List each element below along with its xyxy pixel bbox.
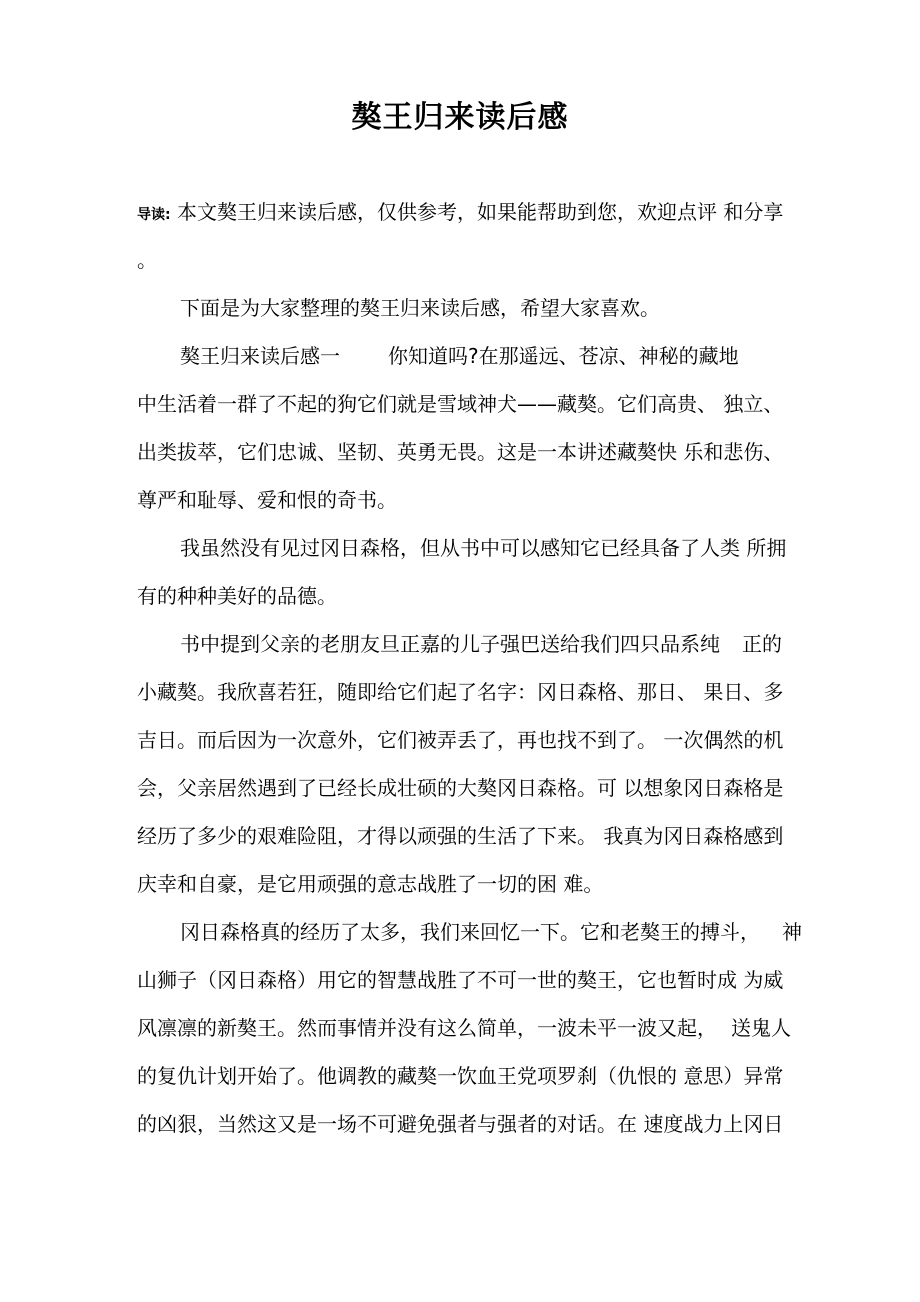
- paragraph-5-line-3: [137, 1014, 791, 1042]
- paragraph-2-line-3: 出类拔萃，它们忠诚、坚韧、英勇无畏。这是一本讲述藏獒快 乐和悲伤、: [137, 440, 784, 464]
- paragraph-4-line-4: 会，父亲居然遇到了已经长成壮硕的大獒冈日森格。可 以想象冈日森格是: [137, 776, 784, 800]
- paragraph-5-line-1: [180, 918, 802, 946]
- paragraph-2-line-4: 尊严和耻辱、爱和恨的奇书。: [137, 488, 397, 512]
- paragraph-5-line-4: 的复仇计划开始了。他调教的藏獒一饮血王党项罗刹（仇恨的 意思）异常: [137, 1064, 784, 1088]
- paragraph-4-line-5: 经历了多少的艰难险阻，才得以顽强的生活了下来。 我真为冈日森格感到: [137, 824, 784, 848]
- page-title: 獒王归来读后感: [351, 100, 569, 135]
- paragraph-5-line-2: 山狮子（冈日森格）用它的智慧战胜了不可一世的獒王，它也暂时成 为威: [137, 968, 784, 992]
- paragraph-4-text-b: 正的: [742, 632, 782, 656]
- section-heading: 獒王归来读后感一: [180, 344, 340, 368]
- paragraph-4-line-3: 吉日。而后因为一次意外，它们被弄丢了，再也找不到了。 一次偶然的机: [137, 728, 784, 752]
- lead-line-2: 。: [137, 248, 157, 272]
- paragraph-5-line-5: 的凶狠，当然这又是一场不可避免强者与强者的对话。在 速度战力上冈日: [137, 1112, 784, 1136]
- paragraph-2-line-1: [180, 342, 739, 370]
- paragraph-4-text-a: 书中提到父亲的老朋友旦正嘉的儿子强巴送给我们四只品系纯: [180, 632, 720, 656]
- paragraph-5-text-c: 风凛凛的新獒王。然而事情并没有这么简单，一波未平一波又起，: [137, 1016, 717, 1040]
- paragraph-3-line-1: 我虽然没有见过冈日森格，但从书中可以感知它已经具备了人类 所拥: [180, 536, 787, 560]
- paragraph-5-text-d: 送鬼人: [731, 1016, 791, 1040]
- lead-line-1: [137, 198, 783, 229]
- paragraph-4-line-2: 小藏獒。我欣喜若狂，随即给它们起了名字：冈日森格、那日、 果日、多: [137, 680, 784, 704]
- lead-text: 本文獒王归来读后感，仅供参考，如果能帮助到您，欢迎点评 和分享: [176, 200, 784, 224]
- paragraph-5-text-b: 神: [782, 920, 802, 944]
- lead-label: 导读:: [137, 207, 171, 223]
- paragraph-4-line-1: [180, 630, 782, 658]
- paragraph-4-line-6: 庆幸和自豪，是它用顽强的意志战胜了一切的困 难。: [137, 872, 604, 896]
- paragraph-5-text-a: 冈日森格真的经历了太多，我们来回忆一下。它和老獒王的搏斗，: [180, 920, 760, 944]
- paragraph-2-text: 你知道吗?在那遥远、苍凉、神秘的藏地: [388, 344, 739, 368]
- paragraph-intro: 下面是为大家整理的獒王归来读后感，希望大家喜欢。: [180, 296, 660, 320]
- paragraph-3-line-2: 有的种种美好的品德。: [137, 584, 337, 608]
- paragraph-2-line-2: 中生活着一群了不起的狗它们就是雪域神犬——藏獒。它们高贵、 独立、: [137, 392, 784, 416]
